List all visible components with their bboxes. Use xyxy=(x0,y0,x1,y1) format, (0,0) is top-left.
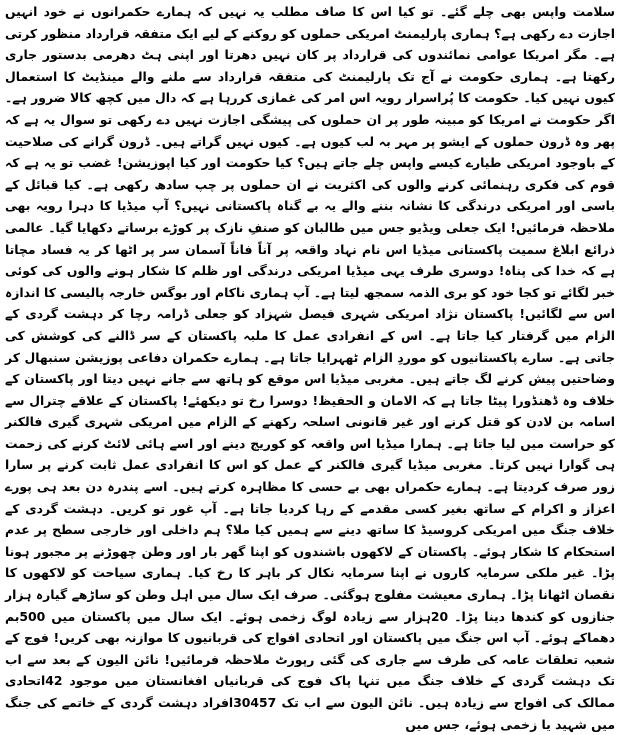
blast-count: 500 xyxy=(19,608,46,624)
article-text: اتحادی ممالک کی افواج سے زیادہ ہیں۔ نائن الیون سے اب تک xyxy=(5,673,615,710)
casualty-count: 30457 xyxy=(233,695,277,710)
article-text: بم دھماکے ہوئے۔ آپ اس جنگ میں پاکستان اور اتحادی افواج کی قربانیوں کا موازنہ بھی کریں! فوج کے شعبہ تعلقات عامہ کی طرف سے جاری کی گئی رپورٹ ملاحظہ فرمائیں! نائن الیون کے بعد سے اب تک دہشت گردی کے خلاف جنگ میں تنہا پاک فوج کی قربانیاں افغانستان میں موجود xyxy=(5,608,615,689)
article-text: ہزار سے زیادہ لوگ زخمی ہوئے۔ ایک سال میں پاکستان میں xyxy=(45,608,431,624)
article-text: سلامت واپس بھی چلے گئے۔ تو کیا اس کا صاف مطلب یہ نہیں کہ ہمارے حکمرانوں نے خود انہیں اجازت دے رکھی ہے؟ ہماری پارلیمنٹ امریکی حملوں کو روکنے کے لیے ایک متفقہ قرارداد منظور کرتی ہے۔ مگر امریکا عوامی نمائندوں کی قرارداد پر کان نہیں دھرتا اور اپنی ہٹ دھرمی بدستور جاری رکھتا ہے۔ ہماری حکومت نے آج تک پارلیمنٹ کی متفقہ قرارداد سے ملنے والے مینڈیٹ کا استعمال کیوں نہیں کیا۔ حکومت کا پُراسرار رویہ اس امر کی غمازی کررہا ہے کہ دال میں کچھ کالا ضرور ہے۔ اگر حکومت نے امریکا کو مبینہ طور پر ان حملوں کی پیشگی اجازت نہیں دے رکھی تو سوال یہ ہے کہ پھر وہ ڈرون حملوں کے ایشو پر مہر بہ لب کیوں ہے۔ کیوں نہیں گراتے ہیں۔ ڈرون گرانے کی صلاحیت کے باوجود امریکی طیارے کیسے واپس چلے جاتے ہیں؟ کیا حکومت اور کیا اپوزیشن! غضب تو یہ ہے کہ قوم کی فکری رہنمائی کرنے والوں کی اکثریت نے ان حملوں پر چپ سادھ رکھی ہے۔ کیا قبائل کے باسی اور امریکی درندگی کا نشانہ بننے والے یہ بے گناہ پاکستانی نہیں؟ آپ میڈیا کا دہرا رویہ بھی ملاحظہ فرمائیں! ایک جعلی ویڈیو جس میں طالبان کو صنفِ نازک پر کوڑے برساتے دکھایا گیا۔ عالمی ذرائع ابلاغ سمیت پاکستانی میڈیا اس نام نہاد واقعہ پر آناً فاناً آسمان سر پر اٹھا کر یہ فساد مچاتا ہے کہ خدا کی پناہ! دوسری طرف یہی میڈیا امریکی درندگی اور ظلم کا شکار ہونے والوں کی کوئی خبر لگائے تو کجا خود کو بری الذمہ سمجھ لیتا ہے۔ آپ ہماری ناکام اور بوگس خارجہ پالیسی کا اندازہ اس سے لگائیں! پاکستان نژاد امریکی شہری فیصل شہزاد کو جعلی ڈرامہ رچا کر دہشت گردی کے الزام میں گرفتار کیا جاتا ہے۔ اس کے انفرادی عمل کا ملبہ پاکستان کے سر ڈالنے کی کوشش کی جاتی ہے۔ سارے پاکستانیوں کو موردِ الزام ٹھہرایا جاتا ہے۔ ہمارے حکمران دفاعی پوزیشن سنبھال کر وضاحتیں پیش کرنے لگ جاتے ہیں۔ مغربی میڈیا اس موقع کو ہاتھ سے جانے نہیں دیتا اور پاکستان کے خلاف وہ ڈھنڈورا پیٹا جاتا ہے کہ الامان و الحفیظ! دوسرا رخ تو دیکھئے! پاکستان کے علاقے چترال سے اسامہ بن لادن کو قتل کرنے اور غیر قانونی اسلحہ رکھنے کے الزام میں امریکی شہری گیری فالکنر کو حراست میں لیا جاتا ہے۔ ہمارا میڈیا اس واقعہ کو کوریج دینے اور اسے ہائی لائٹ کرنے کی زحمت ہی گوارا نہیں کرتا۔ مغربی میڈیا گیری فالکنر کے عمل کو اس کا انفرادی عمل ثابت کرنے پر سارا زور صرف کردیتا ہے۔ ہمارے حکمراں بھی بے حسی کا مظاہرہ کرتے ہیں۔ اسے پندرہ دن بعد ہی پورے اعزاز و اکرام کے ساتھ بغیر کسی مقدمے کے رہا کردیا جاتا ہے۔ آپ غور تو کریں۔ دہشت گردی کے خلاف جنگ میں امریکی کروسیڈ کا ساتھ دینے سے ہمیں کیا ملا؟ ہم داخلی اور خارجی سطح پر عدم استحکام کا شکار ہوئے۔ پاکستان کے لاکھوں باشندوں کو اپنا گھر بار اور وطن چھوڑنے پر مجبور ہونا پڑا۔ غیر ملکی سرمایہ کاروں نے اپنا سرمایہ نکال کر باہر کا رخ کیا۔ ہماری سیاحت کو لاکھوں کا نقصان اٹھانا پڑا۔ ہماری معیشت مفلوج ہوگئی۔ صرف ایک سال میں اہل وطن کو ساڑھے گیارہ ہزار جنازوں کو کندھا دینا پڑا۔ xyxy=(5,4,615,624)
injured-count: 20 xyxy=(430,608,449,624)
article-body xyxy=(5,1,615,735)
article-text: افراد دہشت گردی کے خاتمے کی جنگ میں شہید یا زخمی ہوئے، جس میں xyxy=(5,695,615,732)
allied-countries-count: 42 xyxy=(45,673,63,689)
